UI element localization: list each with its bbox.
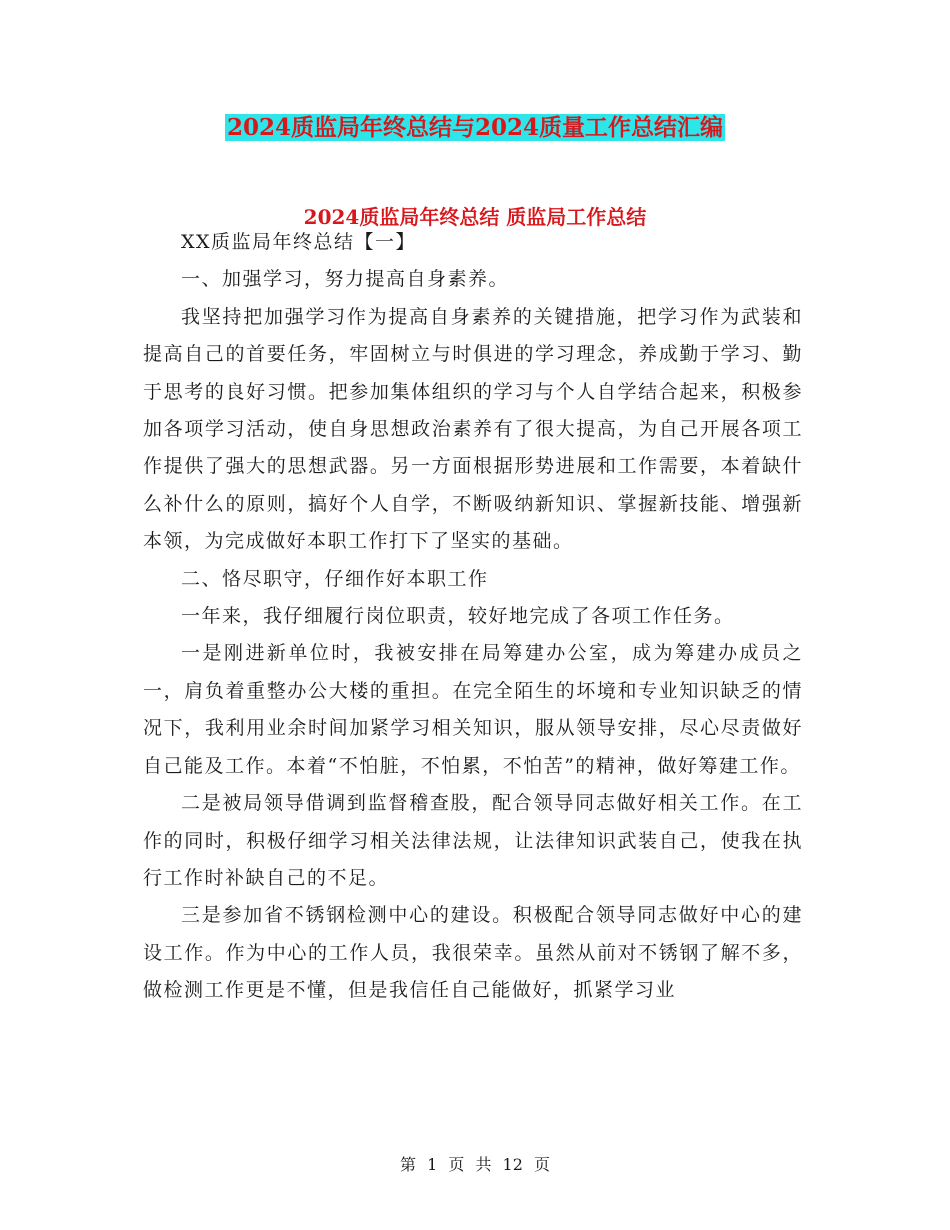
paragraph: 三是参加省不锈钢检测中心的建设。积极配合领导同志做好中心的建设工作。作为中心的工作人员，我很荣幸。虽然从前对不锈钢了解不多，做检测工作更是不懂，但是我信任自己能做好，抓紧学习业 — [143, 904, 803, 1002]
paragraph: 一年来，我仔细履行岗位职责，较好地完成了各项工作任务。 — [181, 605, 735, 628]
paragraph: 我坚持把加强学习作为提高自身素养的关键措施，把学习作为武装和提高自己的首要任务，牢固树立与时俱进的学习理念，养成勤于学习、勤于思考的良好习惯。把参加集体组织的学习与个人自学结合起来，积极参加各项学习活动，使自身思想政治素养有了很大提高，为自己开展各项工作提供了强大的思想武器。另一方面根据形势进展和工作需要，本着缺什么补什么的原则，搞好个人自学，不断吸纳新知识、掌握新技能、增强新本领，为完成做好本职工作打下了坚实的基础。 — [143, 305, 803, 553]
paragraph: 一是刚进新单位时，我被安排在局筹建办公室，成为筹建办成员之一，肩负着重整办公大楼的重担。在完全陌生的坏境和专业知识缺乏的情况下，我利用业余时间加紧学习相关知识，服从领导安排，尽心尽责做好自己能及工作。本着“不怕脏，不怕累，不怕苦”的精神，做好筹建工作。 — [143, 642, 803, 777]
paragraph-heading-1: 一、加强学习，努力提高自身素养。 — [181, 268, 510, 291]
paragraph-section-heading: XX质监局年终总结【一】 — [181, 231, 417, 253]
paragraph: 二是被局领导借调到监督稽查股，配合领导同志做好相关工作。在工作的同时，积极仔细学习相关法律法规，让法律知识武装自己，使我在执行工作时补缺自己的不足。 — [143, 792, 803, 889]
document-title — [0, 110, 950, 146]
document-title-text: 2024质监局年终总结与2024质量工作总结汇编 — [226, 114, 724, 141]
page-footer: 第 1 页 共 12 页 — [400, 1155, 550, 1174]
paragraph-heading-2: 二、恪尽职守，仔细作好本职工作 — [181, 567, 489, 590]
document-body — [143, 224, 803, 1010]
document-subtitle: 2024质监局年终总结 质监局工作总结 — [303, 205, 647, 229]
